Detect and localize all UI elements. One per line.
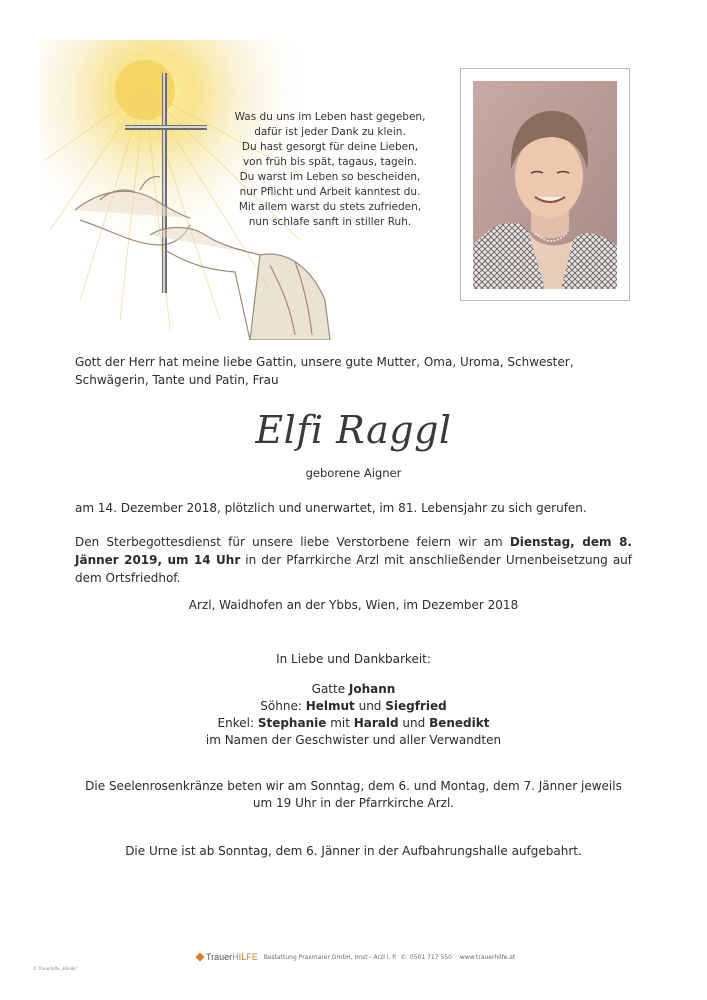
service-text	[75, 533, 632, 587]
grandchild-name: Benedikt	[429, 716, 490, 730]
company-website[interactable]: www.trauerhilfe.at	[459, 953, 516, 961]
service-text-end: in der Pfarrkirche Arzl mit anschließender Urnenbeisetzung auf dem Ortsfriedhof.	[75, 553, 633, 585]
poem-line: nur Pflicht und Arbeit kanntest du.	[239, 186, 421, 198]
memorial-poem	[230, 110, 430, 230]
company-info: Bestattung Praxmarer GmbH, Imst - Arzl i. P.	[263, 953, 397, 961]
portrait-photo	[473, 81, 617, 289]
poem-line: dafür ist jeder Dank zu klein.	[254, 126, 406, 138]
spouse-label: Gatte	[311, 682, 349, 696]
conjunction: und	[354, 699, 386, 713]
service-date: Dienstag, dem 8. Jänner 2019, um 14 Uhr	[75, 535, 632, 567]
poem-line: Mit allem warst du stets zufrieden,	[238, 201, 422, 213]
logo-text-a: Trauer	[206, 952, 233, 962]
copyright: © Trauerhilfe „Hände“	[33, 966, 78, 971]
service-text-start: Den Sterbegottesdienst für unsere liebe Verstorbene feiern wir am	[75, 535, 510, 549]
urn-text: Die Urne ist ab Sonntag, dem 6. Jänner in der Aufbahrungshalle aufgebahrt.	[125, 844, 582, 858]
family-relatives: im Namen der Geschwister und aller Verwandten	[205, 733, 502, 747]
love-line: In Liebe und Dankbarkeit:	[276, 652, 431, 666]
company-phone: 0501 717 550	[409, 953, 452, 961]
family-grandchildren	[0, 714, 707, 732]
grandchildren-label: Enkel:	[217, 716, 258, 730]
conjunction: und	[398, 716, 430, 730]
death-text: am 14. Dezember 2018, plötzlich und unerwartet, im 81. Lebensjahr zu sich gerufen.	[75, 501, 587, 515]
grandchild-name: Stephanie	[257, 716, 327, 730]
phone-icon: ✆	[400, 953, 406, 961]
maiden-name: geborene Aigner	[305, 466, 402, 480]
footer	[196, 949, 515, 965]
poem-line: nun schlafe sanft in stiller Ruh.	[248, 216, 412, 228]
family-spouse	[0, 680, 707, 698]
rosary-text-line2: um 19 Uhr in der Pfarrkirche Arzl.	[252, 796, 455, 810]
rosary-text-line1: Die Seelenrosenkränze beten wir am Sonntag, dem 6. und Montag, dem 7. Jänner jeweils	[85, 779, 622, 793]
poem-line: von früh bis spät, tagaus, tagein.	[242, 156, 418, 168]
conjunction: mit	[326, 716, 354, 730]
logo-mark-icon	[195, 952, 204, 961]
grandchild-name: Harald	[353, 716, 399, 730]
poem-line: Du warst im Leben so bescheiden,	[239, 171, 421, 183]
spouse-name: Johann	[348, 682, 396, 696]
deceased-name: Elfi Raggl	[255, 408, 452, 452]
son-name: Siegfried	[385, 699, 447, 713]
sons-label: Söhne:	[260, 699, 306, 713]
son-name: Helmut	[305, 699, 355, 713]
place-date: Arzl, Waidhofen an der Ybbs, Wien, im Dezember 2018	[188, 598, 519, 612]
poem-line: Du hast gesorgt für deine Lieben,	[241, 141, 419, 153]
trauerhilfe-logo	[196, 952, 258, 962]
family-sons	[0, 697, 707, 715]
logo-text-b: HILFE	[232, 952, 258, 962]
poem-line: Was du uns im Leben hast gegeben,	[234, 111, 426, 123]
intro-text: Gott der Herr hat meine liebe Gattin, unsere gute Mutter, Oma, Uroma, Schwester, Schwägerin, Tante und Patin, Frau	[75, 355, 574, 387]
portrait-frame	[460, 68, 630, 301]
